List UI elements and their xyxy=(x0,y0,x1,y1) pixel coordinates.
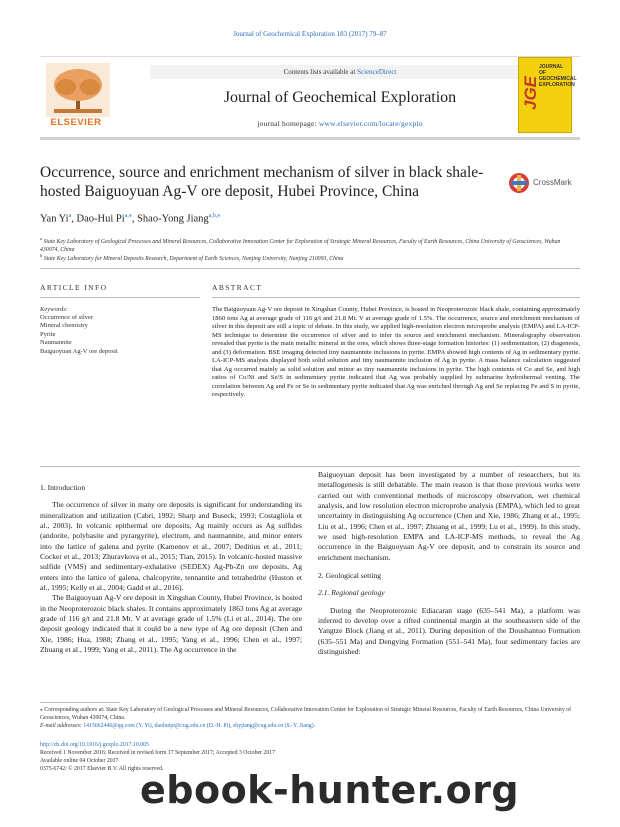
affiliation-text: State Key Laboratory of Geological Processes and Mineral Resources, Collaborative Innovation Center for Exploration of Strategic Mineral Resources, Faculty of Earth Resources, China University of Geosciences, Wuhan 430074, China xyxy=(40,238,561,253)
divider xyxy=(40,297,200,298)
sciencedirect-link[interactable]: ScienceDirect xyxy=(357,68,397,76)
body-right-column xyxy=(318,470,580,658)
body-left-column xyxy=(40,483,302,656)
author-name[interactable]: Yan Yi xyxy=(40,213,69,225)
crossmark-badge[interactable] xyxy=(508,170,580,196)
doi-url[interactable]: http://dx.doi.org/10.1016/j.gexplo.2017.10.005 xyxy=(40,742,149,748)
abstract-text: The Baiguoyuan Ag-V ore deposit in Xingshan County, Hubei Province, is hosted in Neoproterozoic black shale, containing approximately 1860 tons Ag at average grade of 116 g/t and 21.8 Mt. V at average grade of 1.5%. The occurrence, source and enrichment mechanism of silver in this deposit are still a topic of debate. In this study, we applied high-resolution electron microprobe analysis (EMPA) and LA-ICP-MS technique to determine the occurrence of silver and to infer its source and enrichment mechanism. Mineralography observation revealed that pyrite is the main metallic mineral in the ores, which shows three-stage formation histories: (1) sedimentation, (2) diagenesis, and (3) deformation. BSE imaging detected tiny naumannite inclusions in pyrite. EMPA showed high contents of Ag in sedimentary pyrite. LA-ICP-MS analysis displayed both solid solution and tiny naumannite inclusion of Ag in pyrite. A mass balance calculation suggested that Ag occurred mainly as solid solution and minor as tiny naumannite inclusions in pyrite. The high contents of Co and Se, and high ratios of Co/Ni and Se/S in sedimentary pyrite indicated that Ag was probably supplied by submarine hydrothermal venting. The correlation between Ag and Fe or Se in sedimentary pyrite indicated that Ag was enriched through Ag and Se replacing Fe and S in pyrite, respectively. xyxy=(212,306,580,398)
divider xyxy=(40,268,580,269)
paragraph: Baiguoyuan deposit has been investigated by a number of researchers, but its metallogenesis is still debatable. The main reason is that those previous works were carried out with conventional methods of microscopy observation, wet chemical analysis, and low resolution electron microprobe analysis (EMPA), which led to great uncertainty in distinguishing Ag occurrence (Chen and Xie, 1986; Zhang et al., 1995; Liu et al., 1996; Chen et al., 1997; Zhuang et al., 1999; Lu et al., 1999). In this study, we used high-resolution EMPA and LA-ICP-MS methods, to reveal the Ag occurrence in the Baiguoyuan Ag-V ore deposit, and to constrain its source and enrichment mechanism. xyxy=(318,470,580,562)
doi-link[interactable] xyxy=(40,741,580,749)
subsection-heading: 2.1. Regional geology xyxy=(318,588,385,598)
affiliation xyxy=(40,252,580,263)
article-title: Occurrence, source and enrichment mechanism of silver in black shale-hosted Baiguoyuan Ag-V ore deposit, Hubei Province, China xyxy=(40,164,484,200)
email-label: E-mail addresses: xyxy=(40,723,82,729)
paragraph: During the Neoproterozoic Ediacaran stage (635–541 Ma), a platform was inferred to develop over a rifted continental margin at the southeastern side of the Yangtze Block (Jiang et al., 2011). During deposition of the Doushantuo Formation (635–551 Ma) and Dengying Formation (551–541 Ma), four sedimentary facies are distinguished: xyxy=(318,605,580,657)
elsevier-wordmark: ELSEVIER xyxy=(50,117,102,128)
keywords-label: Keywords: xyxy=(40,306,68,313)
footnote-corresponding: ⁎ Corresponding authors at: State Key Laboratory of Geological Processes and Mineral Resources, Collaborative Innovation Center for Exploration of Strategic Mineral Resources, Faculty of Earth Resources, China University of Geosciences, Wuhan 430074, China. xyxy=(40,707,572,721)
affiliation-mark: a xyxy=(40,236,42,241)
cover-jge-logo: JGE xyxy=(521,75,540,110)
keyword: Baiguoyuan Ag-V ore deposit xyxy=(40,347,118,355)
author-name[interactable]: Shao-Yong Jiang xyxy=(137,213,209,225)
keywords-list xyxy=(40,314,190,356)
affiliation-text: State Key Laboratory for Mineral Deposits Research, Department of Earth Sciences, Nanjing University, Nanjing 210093, China xyxy=(43,255,344,262)
journal-title: Journal of Geochemical Exploration xyxy=(223,89,457,106)
affiliation-mark: b xyxy=(40,253,43,258)
divider xyxy=(212,297,580,298)
author-marks: a,⁎ xyxy=(124,213,132,219)
paragraph: The Baiguoyuan Ag-V ore deposit in Xingshan County, Hubei Province, is hosted in the Neoproterozoic black shales. It contains approximately 1863 tons Ag at average grade of 116 g/t and 21.8 Mt. V at average grade of 1.5% (Li et al., 2014). The ore deposit geology indicated that it could be a new type of Ag ore deposit (Chen and Xie, 1986; Hua, 1988; Zhang et al., 1995; Yang et al., 1996; Chen et al., 1997; Zhuang et al., 1999; Yang et al., 2011). The Ag occurrence in the xyxy=(40,593,302,655)
homepage-prefix: journal homepage: xyxy=(257,119,319,128)
watermark-text: ebook-hunter.org xyxy=(140,768,520,812)
contents-prefix: Contents lists available at xyxy=(283,68,358,76)
keyword: Occurrence of silver xyxy=(40,314,94,321)
divider xyxy=(40,466,580,467)
section-heading: 2. Geological setting xyxy=(318,571,382,581)
crossmark-label: CrossMark xyxy=(533,178,572,187)
journal-homepage xyxy=(130,119,550,128)
journal-cover-thumbnail xyxy=(518,57,577,133)
footnote-divider xyxy=(40,702,120,703)
author-name[interactable]: Dao-Hui Pi xyxy=(76,213,125,225)
email-links[interactable]: 1415662446@qq.com (Y. Yi), daohuipi@cug.edu.cn (D.-H. Pi), shyjiang@cug.edu.cn (S.-Y. Jiang). xyxy=(83,723,316,729)
author-marks: a xyxy=(68,213,72,219)
available-online: Available online 04 October 2017 xyxy=(40,758,119,764)
running-header[interactable]: Journal of Geochemical Exploration 183 (2017) 79–87 xyxy=(233,30,387,38)
crossmark-icon xyxy=(508,172,530,194)
journal-masthead xyxy=(40,56,580,140)
article-info-heading: ARTICLE INFO xyxy=(40,283,108,292)
author-list: Yan Yi$^a$, Dao-Hui $Pi^{a,⁎}$, Shao-Yong Jiang$^{a,b,⁎}$ xyxy=(40,213,221,225)
contents-line xyxy=(150,65,530,79)
copyright-line: 0375-6742/ © 2017 Elsevier B.V. All rights reserved. xyxy=(40,766,164,772)
section-heading: 1. Introduction xyxy=(40,483,86,492)
keyword: Naumannite xyxy=(40,339,72,347)
keyword: Mineral chemistry xyxy=(40,322,88,330)
paragraph: The occurrence of silver in many ore deposits is significant for understanding its mineralization and utilization (Cabri, 1992; Sharp and Buseck, 1993; Costagliola et al., 2003). In volcanic epithermal ore deposits, Ag mainly occurs as Ag sulfides (andorite, polybasite and pyrargyrite), electrum, and naumannite, and minor enters into the lattice of galena and pyrite (Kamenov et al., 2007; Deditius et al., 2011; Cocker et al., 2013; Zhuravkova et al., 2015; Tian, 2015). In volcanic-hosted massive sulfide (VMS) and sedimentary-exhalative (SEDEX) Ag-Pb-Zn ore deposits, Ag enters into the lattice of galena, chalcopyrite, tennantite and tetrahedrite (Huston et al., 1995; Kelly et al., 2004; Gadd et al., 2016). xyxy=(40,500,302,593)
footnote-emails xyxy=(40,722,580,730)
cover-title: JOURNAL OF GEOCHEMICAL EXPLORATION xyxy=(539,64,577,88)
received-dates: Received 1 November 2016; Received in revised form 17 September 2017; Accepted 3 October 2017 xyxy=(40,750,276,756)
keyword: Pyrite xyxy=(40,330,56,338)
abstract-heading: ABSTRACT xyxy=(212,283,263,292)
homepage-link[interactable]: www.elsevier.com/locate/gexplo xyxy=(318,119,423,128)
author-marks: a,b,⁎ xyxy=(208,213,221,219)
